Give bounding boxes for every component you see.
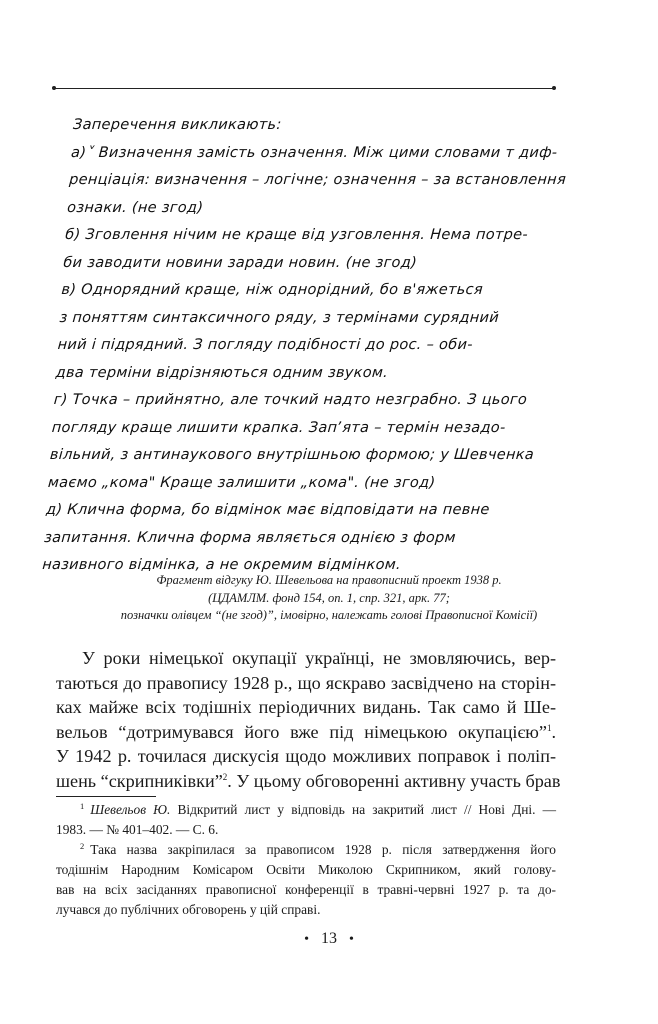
body-line: У роки німецької окупації українці, не змовляючись, вер- (82, 648, 556, 668)
manuscript-line: в) Однорядний краще, ніж однорідний, бо в'яжеться (60, 282, 484, 298)
page-number-footer (0, 930, 658, 948)
manuscript-line: запитання. Клична форма являється однією з форм (43, 529, 457, 546)
page-number: 13 (321, 930, 337, 947)
body-line: У 1942 р. точилася дискусія щодо можливих поправок і поліп- (56, 746, 556, 767)
manuscript-line: а)˅ Визначення замість означення. Між цими словами т диф- (70, 144, 558, 161)
body-line: ках майже всіх тодішніх періодичних видань. Так само й Ше- (56, 697, 556, 718)
manuscript-line: з поняттям синтаксичного ряду, з термінами сурядний (58, 309, 500, 326)
manuscript-line: ний і підрядний. З погляду подібності до рос. – оби- (57, 337, 474, 353)
bullet-icon: • (349, 932, 354, 947)
header-dot-right (552, 86, 556, 90)
caption-line: Фрагмент відгуку Ю. Шевельова на правописний проект 1938 р. (156, 573, 502, 587)
footnote-2-line: лучався до публічних обговорень у цій справі. (56, 902, 321, 917)
body-text-segment: вельов “дотримувався його вже під німецькою окупацією” (56, 721, 547, 742)
footnote-text: Відкритий лист у відповідь на закритий лист // Нові Дні. — (170, 802, 556, 817)
footnote-ref-1[interactable]: 1 (546, 722, 552, 733)
footnote-1-line (56, 800, 556, 820)
footnote-2-line (56, 840, 556, 860)
body-text-segment: . (551, 721, 556, 742)
manuscript-line: називного відмінка, а не окремим відмінком. (41, 557, 402, 573)
figure-caption (40, 572, 618, 625)
footnote-number: 1 (80, 801, 85, 811)
header-rule (55, 88, 553, 89)
body-line: таються до правопису 1928 р., що яскраво засвідчено на сторін- (56, 672, 556, 693)
body-text-segment: . У цьому обговоренні активну участь брав (227, 770, 561, 791)
body-line (56, 769, 561, 794)
manuscript-line: д) Кличнa форма, бо відмінок має відповідати на певне (45, 502, 491, 518)
manuscript-line: ознаки. (не згод) (66, 199, 204, 216)
manuscript-line: би заводити новини заради новин. (не згод) (62, 254, 418, 271)
footnote-1-line: 1983. — № 401–402. — С. 6. (56, 822, 219, 837)
footnote-2-line: тодішнім Народним Комісаром Освіти Миколою Скрипником, який голову- (56, 862, 556, 877)
manuscript-line: б) Зговлення нічим не краще від узговлення. Нема потре- (64, 227, 529, 243)
caption-line: позначки олівцем “(не згод)”, імовірно, належать голові Правописної Комісії) (120, 608, 538, 622)
manuscript-line: Заперечення викликають: (72, 117, 283, 133)
manuscript-line: два терміни відрізняються одним звуком. (55, 364, 389, 381)
footnote-text: Така назва закріпилася за правописом 1928 р. після затвердження його (90, 842, 556, 857)
footnote-author: Шевельов Ю. (90, 802, 171, 817)
body-line (56, 720, 556, 745)
manuscript-line: вільний, з антинаукового внутрішньою формою; у Шевченка (49, 447, 535, 463)
manuscript-line: погляду краще лишити крапка. Запʼята – термін незадо- (51, 419, 507, 436)
body-paragraph (56, 646, 561, 794)
manuscript-line: ренціація: визначення – логічне; означення – за встановлення (68, 172, 567, 188)
footnote-separator (56, 796, 156, 797)
handwritten-manuscript-fragment (41, 112, 574, 573)
footnote-number: 2 (80, 841, 85, 851)
footnote-ref-2[interactable]: 2 (222, 771, 228, 782)
footnote-2-line: вав на всіх засіданнях правописної конференції в травні-червні 1927 р. та до- (56, 882, 556, 897)
body-text-segment: шень “скрипниківки” (56, 770, 223, 791)
manuscript-line: маємо „кома" Краще залишити „кома". (не згод) (47, 474, 436, 491)
caption-line: (ЦДАМЛМ. фонд 154, оп. 1, спр. 321, арк. 77; (208, 590, 450, 605)
bullet-icon: • (304, 932, 309, 947)
manuscript-line: г) Точка – прийнятно, але точкий надто незграбно. З цього (53, 392, 528, 408)
footnotes (56, 800, 556, 920)
